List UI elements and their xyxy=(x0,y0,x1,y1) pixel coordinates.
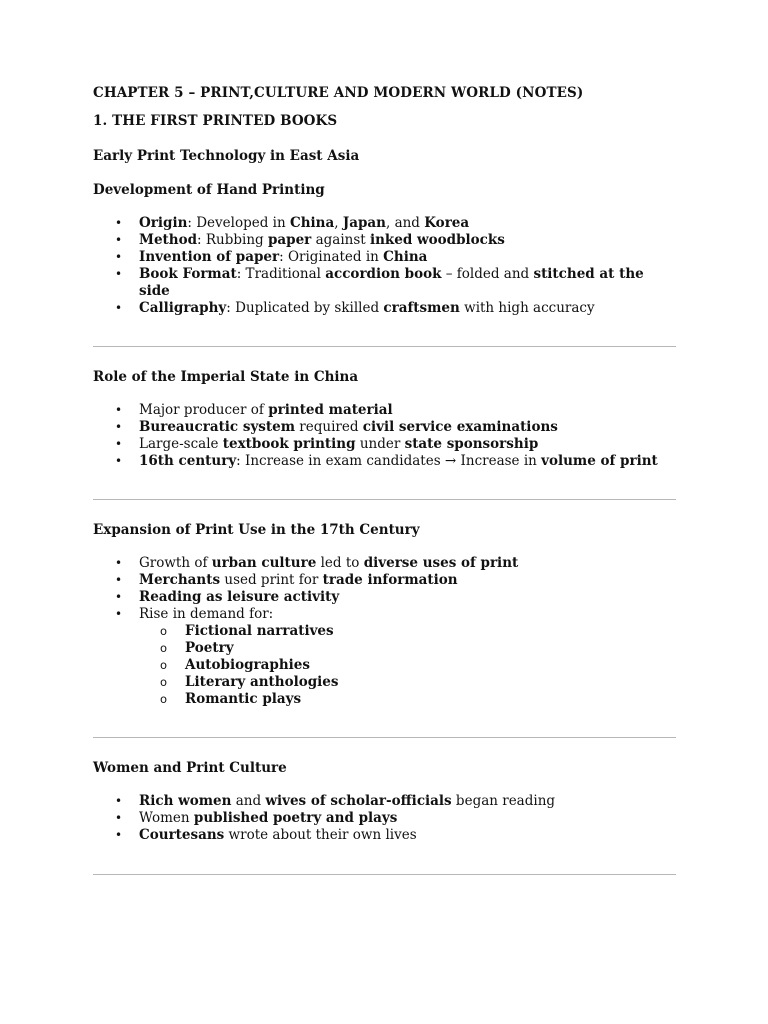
list-item xyxy=(93,555,676,572)
bold-term: Bureaucratic system xyxy=(139,419,296,435)
bold-term: China xyxy=(289,215,335,231)
bold-term: Japan xyxy=(342,215,386,231)
subsection-heading-imperial-state: Role of the Imperial State in China xyxy=(93,369,359,385)
demand-sublist xyxy=(93,623,676,708)
bold-term: wives of scholar-officials xyxy=(265,793,452,809)
item-text: , and xyxy=(385,215,425,231)
list-item xyxy=(93,606,676,623)
item-text: , xyxy=(334,215,343,231)
bold-term: published poetry and plays xyxy=(193,810,398,826)
sublist-item: o Romantic plays xyxy=(93,691,676,708)
bold-term: trade information xyxy=(322,572,458,588)
item-text: : Increase in exam candidates → Increase in xyxy=(236,453,542,469)
list-item xyxy=(93,589,676,606)
notes-page xyxy=(93,84,676,875)
bold-term: paper xyxy=(267,232,312,248)
list-item xyxy=(93,436,676,453)
bold-term: Merchants xyxy=(139,572,221,588)
list-item xyxy=(93,572,676,589)
subsection-heading-early-print: Early Print Technology in East Asia xyxy=(93,148,360,164)
bold-term: craftsmen xyxy=(383,300,460,316)
women-list xyxy=(93,793,676,844)
list-item xyxy=(93,793,676,810)
sublist-item: o Fictional narratives xyxy=(93,623,676,640)
item-text: against xyxy=(311,232,370,248)
list-item xyxy=(93,827,676,844)
list-item xyxy=(93,419,676,436)
subsection-heading-expansion: Expansion of Print Use in the 17th Century xyxy=(93,522,420,538)
bold-term: 16th century xyxy=(139,453,237,469)
list-item xyxy=(93,266,676,300)
item-text: began reading xyxy=(451,793,556,809)
item-text: under xyxy=(355,436,405,452)
item-text: : Developed in xyxy=(187,215,290,231)
item-text: used print for xyxy=(220,572,323,588)
item-text: : Rubbing xyxy=(197,232,268,248)
list-item xyxy=(93,810,676,827)
bold-term: Reading as leisure activity xyxy=(139,589,340,605)
bold-term: urban culture xyxy=(211,555,317,571)
section-divider xyxy=(93,874,676,875)
bold-term: accordion book xyxy=(325,266,442,282)
bold-term: Courtesans xyxy=(139,827,225,843)
item-text: : Duplicated by skilled xyxy=(226,300,384,316)
bold-term: inked woodblocks xyxy=(369,232,505,248)
bold-term: civil service examinations xyxy=(362,419,558,435)
bold-term: Origin xyxy=(139,215,188,231)
imperial-state-list xyxy=(93,402,676,470)
list-item xyxy=(93,232,676,249)
item-text: Large-scale xyxy=(139,436,223,452)
item-text: Rise in demand for: xyxy=(139,606,274,622)
bold-term: volume of print xyxy=(541,453,658,469)
item-text: Growth of xyxy=(139,555,212,571)
list-item xyxy=(93,402,676,419)
bold-term: Korea xyxy=(424,215,470,231)
hand-printing-list xyxy=(93,215,676,317)
item-text: and xyxy=(231,793,266,809)
item-text: : Traditional xyxy=(236,266,326,282)
item-text: : Originated in xyxy=(279,249,384,265)
chapter-title: CHAPTER 5 – PRINT,CULTURE AND MODERN WORLD (NOTES) xyxy=(93,85,584,101)
list-item xyxy=(93,215,676,232)
bold-term: Method xyxy=(139,232,198,248)
item-text: with high accuracy xyxy=(459,300,595,316)
sublist-item: o Literary anthologies xyxy=(93,674,676,691)
item-text: Women xyxy=(139,810,194,826)
bold-term: China xyxy=(383,249,428,265)
subsection-heading-women: Women and Print Culture xyxy=(93,760,287,776)
bold-term: Rich women xyxy=(139,793,232,809)
bold-term: printed material xyxy=(268,402,393,418)
bold-term: Calligraphy xyxy=(139,300,227,316)
sublist-item: o Autobiographies xyxy=(93,657,676,674)
list-item xyxy=(93,300,676,317)
item-text: wrote about their own lives xyxy=(224,827,417,843)
item-text: led to xyxy=(316,555,364,571)
list-item xyxy=(93,249,676,266)
sublist-item: o Poetry xyxy=(93,640,676,657)
section-title: 1. THE FIRST PRINTED BOOKS xyxy=(93,113,338,129)
expansion-list xyxy=(93,555,676,623)
bold-term: textbook printing xyxy=(222,436,356,452)
bold-term: Invention of paper xyxy=(139,249,280,265)
bold-term: stitched at the side xyxy=(139,266,644,299)
item-text: – folded and xyxy=(441,266,534,282)
item-text: required xyxy=(295,419,363,435)
subsection-heading-hand-printing: Development of Hand Printing xyxy=(93,182,325,198)
list-item xyxy=(93,453,676,470)
bold-term: Book Format xyxy=(139,266,237,282)
bold-term: diverse uses of print xyxy=(363,555,519,571)
item-text: Major producer of xyxy=(139,402,269,418)
bold-term: state sponsorship xyxy=(404,436,539,452)
